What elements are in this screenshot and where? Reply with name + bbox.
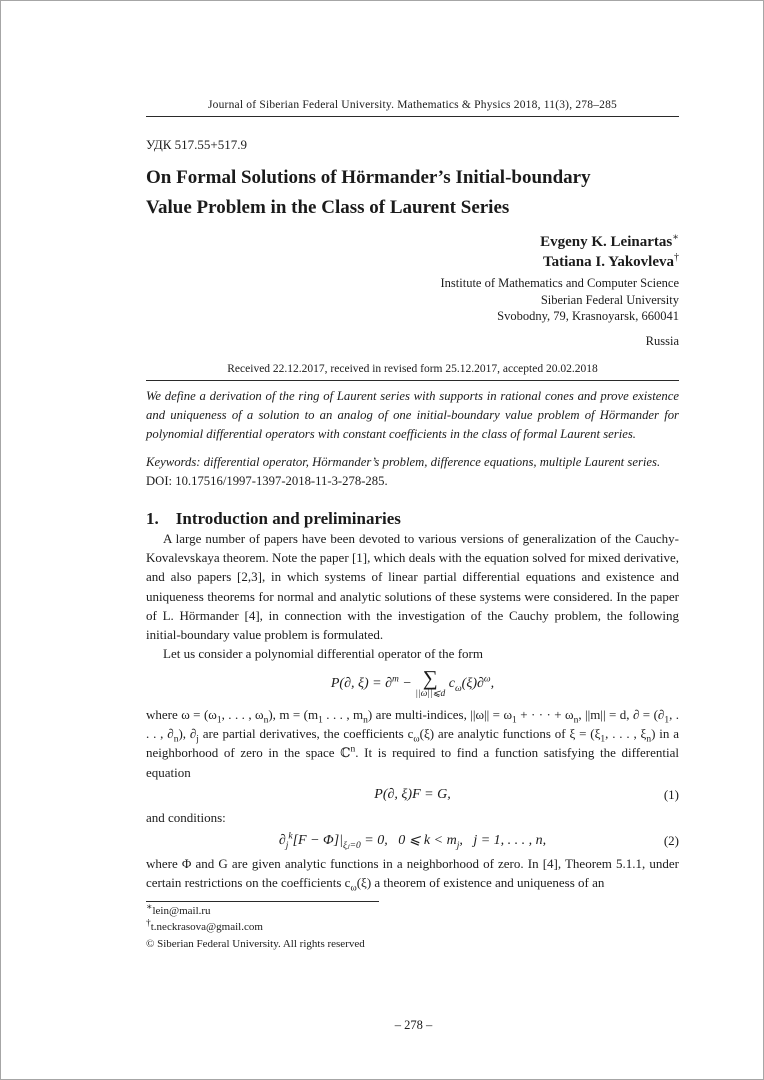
udk-label: УДК 517.55+517.9 [146, 137, 248, 152]
equation-number: (2) [663, 832, 679, 848]
affiliation-block [146, 275, 679, 325]
author-name-text: Evgeny K. Leinartas [540, 233, 673, 250]
equation-body: $\partial_j^k[F - \Phi]|_{\xi ⱼ=0} = 0$, 0 ⩽ $k < m_j$, j = 1, . . . , n, [278, 831, 547, 851]
section-title: Introduction and preliminaries [175, 508, 401, 528]
abstract-text: We define a derivation of the ring of Laurent series with supports in rational cones and prove existence and uniqueness of a solution to an analog of one initial-boundary value problem of Hörmander for polynomial differential operators with constant coefficients in the class of formal Laurent series. [146, 388, 679, 441]
footnote-rule [146, 901, 379, 902]
display-equation-operator [146, 668, 679, 700]
page-number: – 278 – [394, 1018, 433, 1032]
affiliation-country: Russia [645, 333, 679, 348]
affiliation-line: Siberian Federal University [540, 292, 679, 307]
doi-line: DOI: 10.17516/1997-1397-2018-11-3-278-285. [146, 473, 388, 488]
received-line: Received 22.12.2017, received in revised form 25.12.2017, accepted 20.02.2018 [146, 363, 679, 381]
paragraph-where-phi: where Φ and G are given analytic functions in a neighborhood of zero. In [4], Theorem 5.1.1, under certain restrictions on the coefficients $c_\omega(\xi)$ a theorem of existence and uniqueness of an [146, 856, 679, 894]
footnote-area [146, 901, 679, 953]
display-equation-1 [146, 787, 679, 803]
equation-left: P(∂, ξ) = ∂$^m$ − [330, 674, 416, 692]
paper-title-line-1: On Formal Solutions of Hörmander’s Initial-boundary [146, 167, 591, 188]
sigma-glyph: ∑ [422, 666, 438, 691]
page-content [1, 1, 763, 952]
paragraph-consider: Let us consider a polynomial differential operator of the form [163, 646, 483, 662]
display-equation-2 [146, 832, 679, 849]
equation-right: $c_\omega(\xi)\partial^\omega$, [445, 674, 495, 695]
paper-title-line-2: Value Problem in the Class of Laurent Series [146, 197, 510, 219]
paragraph-intro: A large number of papers have been devoted to various versions of generalization of the Cauchy-Kovalevskaya theorem. Note the paper [1], which deals with the equation solved for mixed derivative, and also papers [2,3], in which systems of linear partial differential equations and existence and uniqueness theorems for normal and analytic solutions of these systems were considered. In the paper of L. Hörmander [4], in connection with the investigation of the Cauchy problem, the following initial-boundary value problem is formulated. [146, 530, 679, 642]
author-name [146, 253, 679, 273]
author-footnote-mark: † [674, 251, 679, 263]
journal-header: Journal of Siberian Federal University. Mathematics & Physics 2018, 11(3), 278–285 [146, 99, 679, 117]
equation-number: (1) [663, 786, 679, 802]
footnote-copyright: © Siberian Federal University. All rights reserved [146, 938, 365, 951]
footnote-email-1: ∗lein@mail.ru [146, 901, 211, 917]
paragraph-where-omega: where $\omega = (\omega_1$, . . . , $\omega_n$), $m = (m_1$ . . . , $m_n$) are multi-indices, $||\omega|| = \omega_1$ + · · · + $\omega_n$, ||m|| = d, ∂ = ($\partial_1$, . . . , $\partial_n$), $\partial_j$ are partial derivatives, the coefficients $c_\omega(\xi)$ are analytic functions of $\xi = (\xi_1$, . . . , $\xi_n$) in a neighborhood of zero in the space ℂ$^n$. It is required to find a function satisfying the differential equation [146, 706, 680, 780]
authors-block [146, 233, 679, 273]
author-name [146, 233, 679, 253]
footnote-email-2: †t.neckrasova@gmail.com [146, 918, 263, 934]
section-heading [146, 509, 679, 529]
affiliation-line: Svobodny, 79, Krasnoyarsk, 660041 [497, 309, 679, 324]
paragraph-and-conditions: and conditions: [146, 809, 226, 825]
paper-title [146, 163, 679, 224]
keywords-line: Keywords: differential operator, Hörmander’s problem, difference equations, multiple Laurent series. [146, 455, 661, 470]
section-number: 1. [146, 508, 159, 528]
equation-body: P(∂, ξ)F = G, [374, 786, 451, 802]
author-name-text: Tatiana I. Yakovleva [542, 253, 674, 270]
affiliation-line: Institute of Mathematics and Computer Science [440, 276, 679, 291]
author-footnote-mark: ∗ [672, 231, 679, 243]
sum-limits: ||ω||⩽d [415, 689, 446, 700]
sum-symbol [415, 668, 445, 700]
